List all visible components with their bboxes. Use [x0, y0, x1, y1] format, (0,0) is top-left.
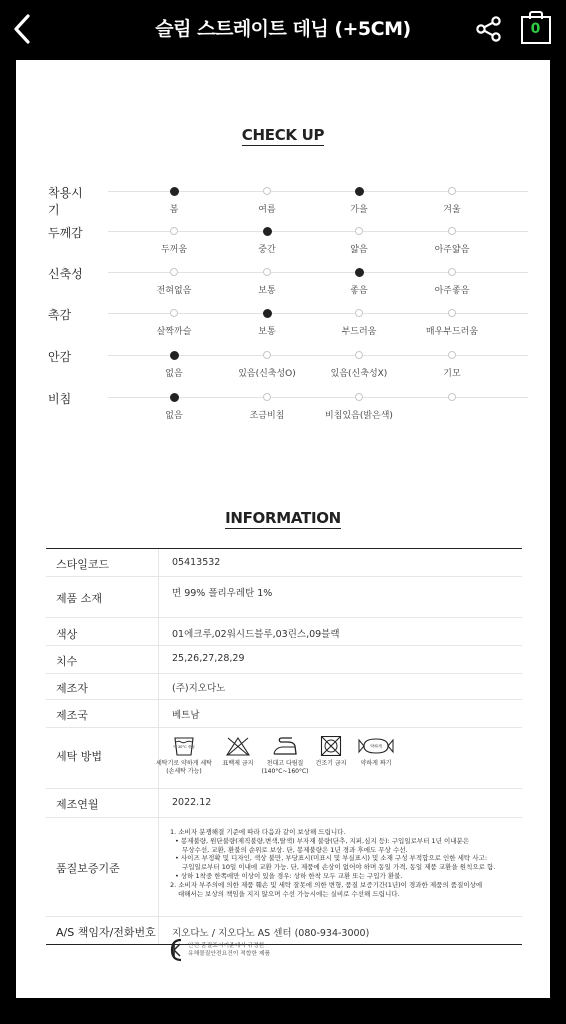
checkup-row	[16, 265, 550, 305]
checkup-option-label: 보통	[258, 286, 276, 296]
checkup-option-label: 없음	[165, 369, 183, 379]
hand-wash-icon: 약 30°C 중성 세탁기로 약하게 세탁 (손세탁 가능)	[152, 736, 216, 776]
info-row-maker: 제조자 (주)지오다노	[46, 674, 522, 700]
info-row-material: 제품 소재 면 99% 폴리우레탄 1%	[46, 577, 522, 618]
checkup-dot-selected	[170, 351, 179, 360]
checkup-option-label: 없음	[165, 411, 183, 421]
checkup-dot	[355, 351, 363, 359]
checkup-dot	[355, 393, 363, 401]
checkup-dot	[170, 268, 178, 276]
cart-count-badge: 0	[530, 21, 541, 37]
checkup-dot	[448, 393, 456, 401]
checkup-row	[16, 184, 550, 224]
checkup-dot	[448, 268, 456, 276]
warranty-notes: 1. 소비자 분쟁해결 기준에 따라 다음과 같이 보상해 드립니다. • 봉제불량, 원단불량(제직불량,변색,탈색) 부자재 불량(단추, 지퍼,심지 등): 구입일로부터 1년 이내분은 무상수선, 교환, 환불의 순위로 보상. 단, 봉제불량은 1년 경과 후에도 무상 수선. • 사이즈 부정확 및 디자인, 색상 불만, 부당표시(미표시 및 부실표시) 및 소재 구성 부적합으로 인한 세탁 사고: 구입일로부터 10일 이내에 교환 가능. 단, 제품에 손상이 없어야 하며 동일 가격, 동일 제품 교환을 원칙으로 함. • 상하 1착중 한쪽에만 이상이 있을 경우: 상하 한착 모두 교환 또는 구입가 환불. 2. 소비자 부주의에 의한 제품 훼손 및 세탁 잘못에 의한 변형, 품질 보증기간(1년)이 경과한 제품의 품질이상에 대해서는 보상의 책임을 지지 않으며 수선 가능시에는 실비로 수선해 드립니다.	[170, 828, 496, 898]
checkup-dot	[448, 309, 456, 317]
checkup-row-label: 착용시기	[48, 186, 83, 217]
checkup-dot	[263, 393, 271, 401]
checkup-dot-selected	[170, 393, 179, 402]
kc-certification-text: 안전 품질표시기준에서 규정한 유해물질안전요건이 적합한 제품	[188, 943, 271, 957]
checkup-dot-selected	[263, 309, 272, 318]
checkup-option-label: 좋음	[350, 286, 368, 296]
checkup-option-label: 기모	[443, 369, 461, 379]
info-row-as: A/S 책임자/전화번호 지오다노 / 지오다노 AS 센터 (080-934-3000)	[46, 917, 522, 945]
svg-text:약 30°C 중성: 약 30°C 중성	[173, 745, 195, 749]
checkup-option-label: 비침있음(밝은색)	[325, 411, 393, 421]
wring-gently-icon: 약하게 약하게 짜기	[344, 736, 408, 768]
checkup-dot-selected	[355, 187, 364, 196]
checkup-dot-selected	[355, 268, 364, 277]
cart-button[interactable]	[520, 10, 552, 42]
svg-text:약하게: 약하게	[370, 743, 382, 749]
iron-icon: 천대고 다림질 (140°C~160°C)	[253, 736, 317, 776]
checkup-dot	[448, 187, 456, 195]
checkup-dot	[263, 187, 271, 195]
checkup-dot	[355, 227, 363, 235]
checkup-dot	[448, 351, 456, 359]
checkup-option-label: 전혀없음	[156, 286, 192, 296]
checkup-dot-selected	[170, 187, 179, 196]
checkup-row-label: 촉감	[48, 308, 72, 322]
checkup-option-label: 봄	[169, 205, 179, 215]
checkup-option-label: 가을	[350, 205, 368, 215]
checkup-row-label: 비침	[48, 392, 72, 406]
checkup-option-label: 조금비침	[249, 411, 285, 421]
info-row-warranty: 품질보증기준 1. 소비자 분쟁해결 기준에 따라 다음과 같이 보상해 드립니다. • 봉제불량, 원단불량(제직불량,변색,탈색) 부자재 불량(단추, 지퍼,심지 등): 구입일로부터 1년 이내분은 무상수선, 교환, 환불의 순위로 보상. 단, 봉제불량은 1년 경과 후에도 무상 수선. • 사이즈 부정확 및 디자인, 색상 불만, 부당표시(미표시 및 부실표시) 및 소재 구성 부적합으로 인한 세탁 사고: 구입일로부터 10일 이내에 교환 가능. 단, 제품에 손상이 없어야 하며 동일 가격, 동일 제품 교환을 원칙으로 함. • 상하 1착중 한쪽에만 이상이 있을 경우: 상하 한착 모두 교환 또는 구입가 환불. 2. 소비자 부주의에 의한 제품 훼손 및 세탁 잘못에 의한 변형, 품질 보증기간(1년)이 경과한 제품의 품질이상에 대해서는 보상의 책임을 지지 않으며 수선 가능시에는 실비로 수선해 드립니다.	[46, 818, 522, 917]
checkup-dot	[448, 227, 456, 235]
product-detail-image	[16, 60, 550, 998]
page-title: 슬림 스트레이트 데님 (+5CM)	[155, 18, 411, 40]
checkup-row-label: 안감	[48, 350, 72, 364]
checkup-row	[16, 224, 550, 264]
checkup-row	[16, 306, 550, 346]
info-row-style-code: 스타일코드 05413532	[46, 548, 522, 577]
checkup-option-label: 얇음	[350, 245, 368, 255]
checkup-dot-selected	[263, 227, 272, 236]
info-row-size: 치수 25,26,27,28,29	[46, 646, 522, 674]
checkup-option-label: 아주얇음	[434, 245, 470, 255]
checkup-option-label: 있음(신축성O)	[238, 369, 296, 379]
info-row-washing: 세탁 방법 약 30°C 중성 세탁기로 약하게 세탁 (손세탁 가능) 표백제 금지 천대고 다림질 (140°C~160°C) 건조기 금지 약하게 약하게 짜기	[46, 728, 522, 789]
checkup-option-label: 부드러움	[341, 327, 377, 337]
checkup-option-label: 겨울	[443, 205, 461, 215]
checkup-option-label: 보통	[258, 327, 276, 337]
checkup-row-label: 신축성	[48, 267, 83, 281]
share-icon[interactable]	[474, 14, 504, 44]
checkup-title: CHECK UP	[241, 126, 325, 144]
top-bar	[0, 0, 566, 58]
no-tumble-dry-icon: 건조기 금지	[299, 736, 363, 768]
info-row-origin: 제조국 베트남	[46, 700, 522, 728]
information-table	[46, 548, 522, 945]
checkup-row-label: 두께감	[48, 226, 83, 240]
checkup-dot	[170, 309, 178, 317]
checkup-option-label: 있음(신축성X)	[330, 369, 388, 379]
checkup-dot	[263, 268, 271, 276]
checkup-option-label: 매우부드러움	[425, 327, 479, 337]
info-row-date: 제조연월 2022.12	[46, 789, 522, 818]
checkup-option-label: 아주좋음	[434, 286, 470, 296]
kc-mark-icon	[170, 938, 184, 962]
checkup-option-label: 두꺼움	[160, 245, 188, 255]
checkup-row	[16, 348, 550, 388]
checkup-option-label: 중간	[258, 245, 276, 255]
no-bleach-icon: 표백제 금지	[206, 736, 270, 768]
checkup-option-label: 여름	[258, 205, 276, 215]
checkup-dot	[355, 309, 363, 317]
information-title: INFORMATION	[225, 509, 341, 527]
checkup-dot	[263, 351, 271, 359]
info-row-color: 색상 01에크루,02워시드블루,03린스,09블랙	[46, 618, 522, 646]
checkup-dot	[170, 227, 178, 235]
checkup-option-label: 살짝까슬	[156, 327, 192, 337]
checkup-row	[16, 390, 550, 430]
